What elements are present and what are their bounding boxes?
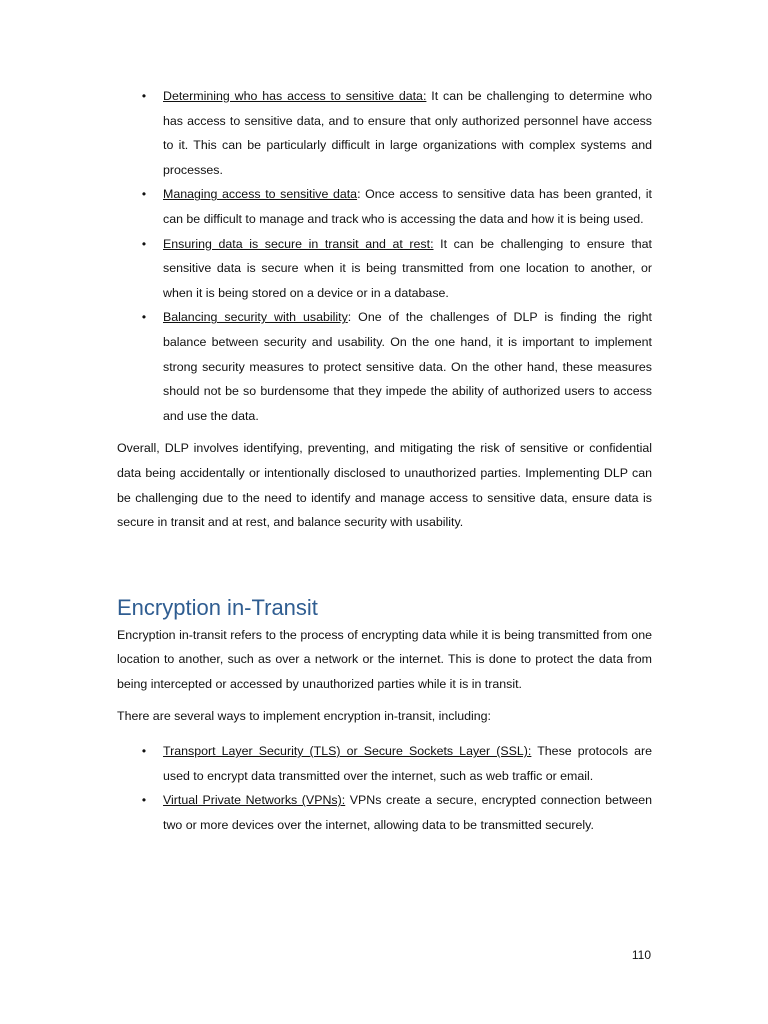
- bullet-term: Ensuring data is secure in transit and at rest:: [163, 236, 434, 251]
- ways-intro-paragraph: There are several ways to implement encryption in-transit, including:: [117, 709, 491, 724]
- overall-paragraph: Overall, DLP involves identifying, preventing, and mitigating the risk of sensitive or confidential data being accidentally or intentionally disclosed to unauthorized parties. Implementing DLP can be challenging due to the need to identify and manage access to sensitive data, ensure data is secure in transit and at rest, and balance security with usability.: [117, 441, 652, 530]
- encryption-methods-list: [117, 739, 652, 837]
- list-item: [117, 305, 652, 428]
- page-number: 110: [631, 948, 651, 962]
- list-item: [117, 739, 652, 788]
- section-heading: Encryption in-Transit: [117, 594, 318, 620]
- bullet-icon: •: [141, 793, 147, 808]
- bullet-icon: •: [141, 310, 147, 325]
- bullet-icon: •: [141, 744, 147, 759]
- bullet-icon: •: [141, 187, 147, 202]
- list-item: [117, 84, 652, 182]
- bullet-text: It can be challenging to determine who has access to sensitive data, and to ensure that only authorized personnel have access to it. This can be particularly difficult in large organizations with complex systems and processes.: [163, 89, 652, 177]
- bullet-term: Transport Layer Security (TLS) or Secure Sockets Layer (SSL):: [163, 744, 532, 759]
- list-item: [117, 232, 652, 306]
- page-content: [117, 84, 652, 837]
- bullet-term: Balancing security with usability: [163, 310, 348, 325]
- bullet-text: : Once access to sensitive data has been granted, it can be difficult to manage and track who is accessing the data and how it is being used.: [163, 187, 652, 226]
- section-intro-paragraph: Encryption in-transit refers to the process of encrypting data while it is being transmitted from one location to another, such as over a network or the internet. This is done to protect the data from being intercepted or accessed by unauthorized parties while it is in transit.: [117, 627, 652, 691]
- bullet-term: Determining who has access to sensitive data:: [163, 89, 427, 103]
- challenges-list: [117, 84, 652, 428]
- bullet-text: It can be challenging to ensure that sensitive data is secure when it is being transmitted from one location to another, or when it is being stored on a device or in a database.: [163, 236, 652, 300]
- bullet-text: : One of the challenges of DLP is finding the right balance between security and usability. On the one hand, it is important to implement strong security measures to protect sensitive data. On the other hand, these measures should not be so burdensome that they impede the ability of authorized users to access and use the data.: [163, 310, 652, 423]
- bullet-icon: •: [141, 89, 147, 103]
- list-item: [117, 182, 652, 231]
- bullet-term: Virtual Private Networks (VPNs):: [163, 793, 346, 808]
- bullet-text: These protocols are used to encrypt data transmitted over the internet, such as web traffic or email.: [163, 744, 653, 783]
- bullet-term: Managing access to sensitive data: [163, 187, 358, 202]
- list-item: [117, 788, 652, 837]
- bullet-text: VPNs create a secure, encrypted connection between two or more devices over the internet, allowing data to be transmitted securely.: [163, 793, 652, 832]
- bullet-icon: •: [141, 236, 147, 251]
